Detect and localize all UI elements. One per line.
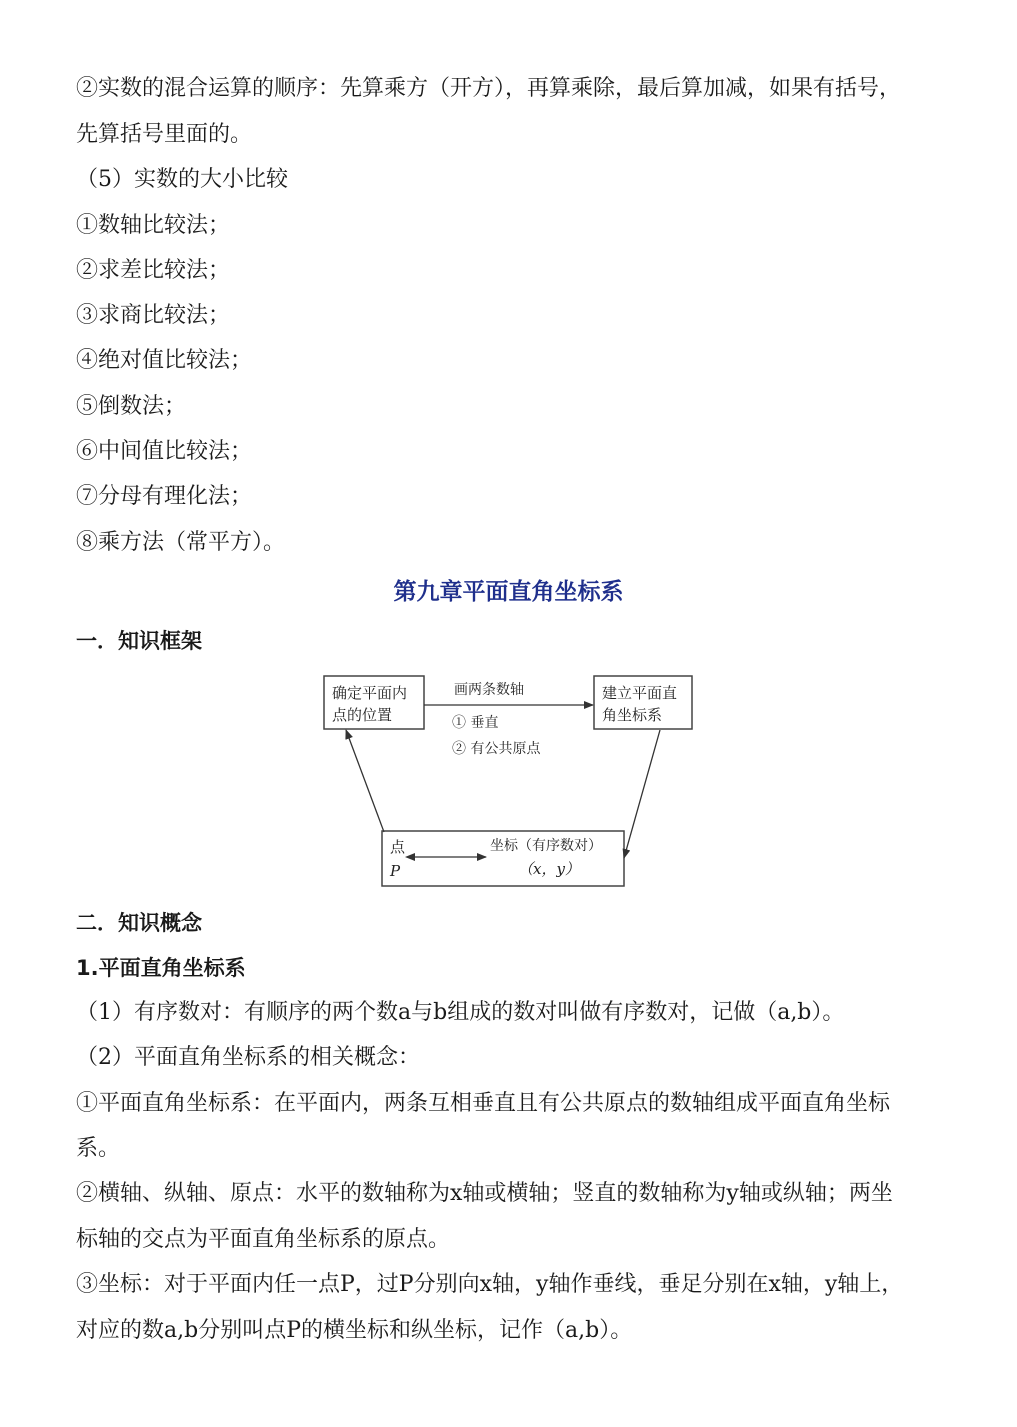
text-line: ④绝对值比较法； [76, 348, 253, 373]
text-line: 标轴的交点为平面直角坐标系的原点。 [76, 1227, 451, 1252]
text-line: （2）平面直角坐标系的相关概念： [76, 1045, 420, 1070]
section-heading: 二．知识概念 [76, 911, 202, 935]
bottom-point-p: P [390, 862, 401, 880]
text-line: ③求商比较法； [76, 303, 231, 328]
text-line: 对应的数a,b分别叫点P的横坐标和纵坐标，记作（a,b）。 [76, 1318, 633, 1343]
bottom-point-label: 点 [390, 838, 406, 856]
knowledge-framework-diagram [318, 668, 698, 894]
text-line: （5）实数的大小比较 [76, 167, 288, 192]
text-line: ⑥中间值比较法； [76, 439, 253, 464]
box-left-line2: 点的位置 [332, 706, 393, 724]
section-heading: 一．知识框架 [76, 629, 202, 653]
text-line: 系。 [76, 1136, 121, 1161]
arrow-bottom-to-left [346, 730, 384, 832]
bottom-coordinate-label: 坐标（有序数对） [490, 838, 602, 854]
text-line: ②实数的混合运算的顺序：先算乘方（开方），再算乘除，最后算加减，如果有括号， [76, 76, 902, 101]
bottom-coordinate-xy: （x，y） [518, 860, 580, 878]
text-line: ⑤倒数法； [76, 394, 187, 419]
text-line: 先算括号里面的。 [76, 122, 253, 147]
text-line: ②求差比较法； [76, 258, 231, 283]
text-line: ⑧乘方法（常平方）。 [76, 530, 286, 555]
text-line: ①平面直角坐标系：在平面内，两条互相垂直且有公共原点的数轴组成平面直角坐标 [76, 1091, 891, 1116]
arrow-label: 画两条数轴 [454, 682, 524, 698]
box-left-line1: 确定平面内 [332, 684, 408, 702]
subsection-heading: 1.平面直角坐标系 [76, 956, 246, 980]
box-right-line2: 角坐标系 [602, 706, 663, 724]
text-line: ①数轴比较法； [76, 213, 231, 238]
arrow-right-to-bottom [624, 730, 660, 858]
text-line: ⑦分母有理化法； [76, 484, 253, 509]
text-line: （1）有序数对：有顺序的两个数a与b组成的数对叫做有序数对，记做（a,b）。 [76, 1000, 845, 1025]
text-line: ②横轴、纵轴、原点：水平的数轴称为x轴或横轴；竖直的数轴称为y轴或纵轴；两坐 [76, 1181, 893, 1206]
condition-perpendicular: ① 垂直 [452, 715, 499, 731]
chapter-title: 第九章平面直角坐标系 [393, 579, 624, 605]
text-line: ③坐标：对于平面内任一点P，过P分别向x轴，y轴作垂线，垂足分别在x轴，y轴上， [76, 1272, 904, 1297]
condition-common-origin: ② 有公共原点 [452, 741, 541, 757]
box-right-line1: 建立平面直 [602, 684, 678, 702]
